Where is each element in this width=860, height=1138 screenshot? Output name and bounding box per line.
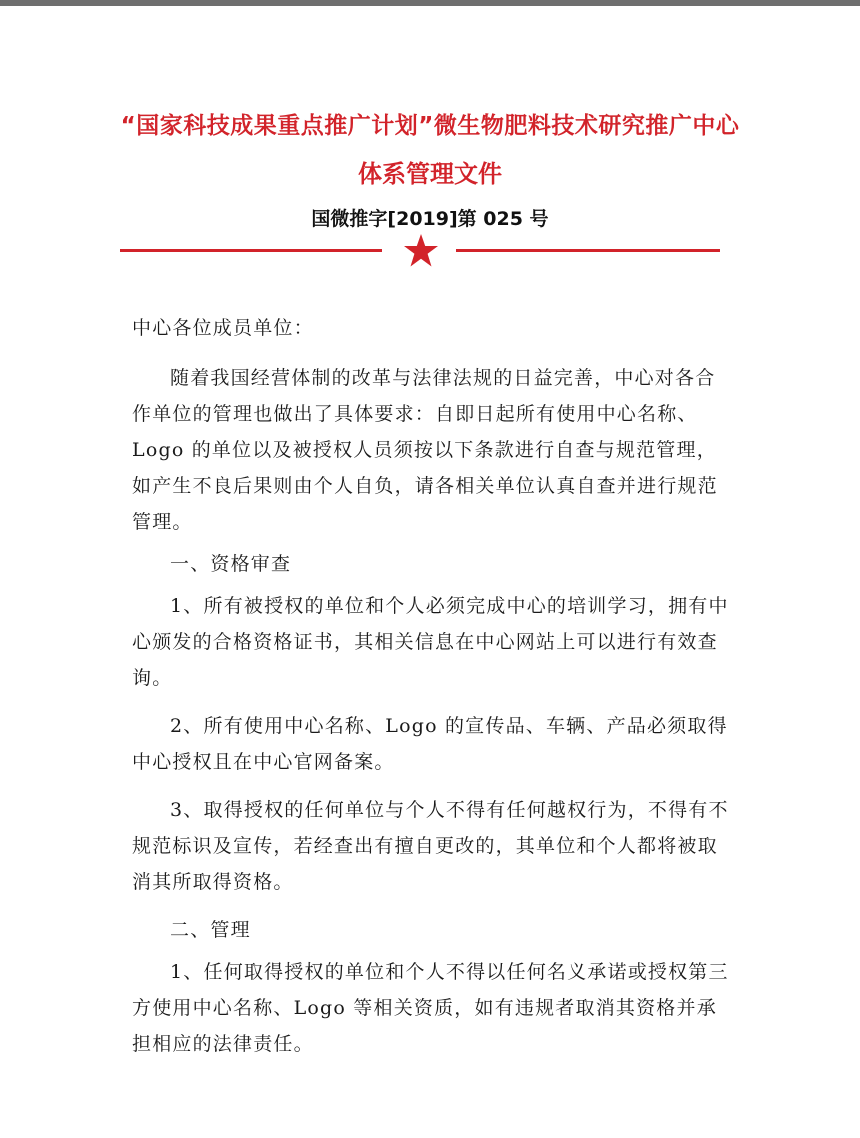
divider-line-right: [456, 249, 720, 252]
top-edge-bar: [0, 0, 860, 6]
document-title-line1: “国家科技成果重点推广计划”微生物肥料技术研究推广中心: [120, 113, 740, 139]
document-title-line2: 体系管理文件: [358, 160, 502, 188]
section2-item-1: 1、任何取得授权的单位和个人不得以任何名义承诺或授权第三方使用中心名称、Logo 等相关资质，如有违规者取消其资格并承担相应的法律责任。: [132, 961, 729, 1055]
section1-item-2: 2、所有使用中心名称、Logo 的宣传品、车辆、产品必须取得中心授权且在中心官网备案。: [132, 715, 728, 773]
document-body: [132, 310, 732, 1068]
section1-item-1: 1、所有被授权的单位和个人必须完成中心的培训学习，拥有中心颁发的合格资格证书，其相关信息在中心网站上可以进行有效查询。: [132, 595, 729, 689]
intro-paragraph: 随着我国经营体制的改革与法律法规的日益完善，中心对各合作单位的管理也做出了具体要求：自即日起所有使用中心名称、Logo 的单位以及被授权人员须按以下条款进行自查与规范管理，如产生不良后果则由个人自负，请各相关单位认真自查并进行规范管理。: [132, 367, 718, 533]
star-icon: [403, 233, 439, 269]
red-header-divider: [120, 233, 720, 273]
document-number: 国微推字[2019]第 025 号: [311, 208, 549, 230]
section1-item-3: 3、取得授权的任何单位与个人不得有任何越权行为，不得有不规范标识及宣传，若经查出有擅自更改的，其单位和个人都将被取消其所取得资格。: [132, 799, 729, 893]
document-header: [0, 108, 860, 234]
section-heading-management: 二、管理: [170, 919, 251, 941]
salutation: 中心各位成员单位：: [132, 317, 314, 339]
divider-line-left: [120, 249, 382, 252]
section-heading-qualification: 一、资格审查: [170, 553, 292, 575]
